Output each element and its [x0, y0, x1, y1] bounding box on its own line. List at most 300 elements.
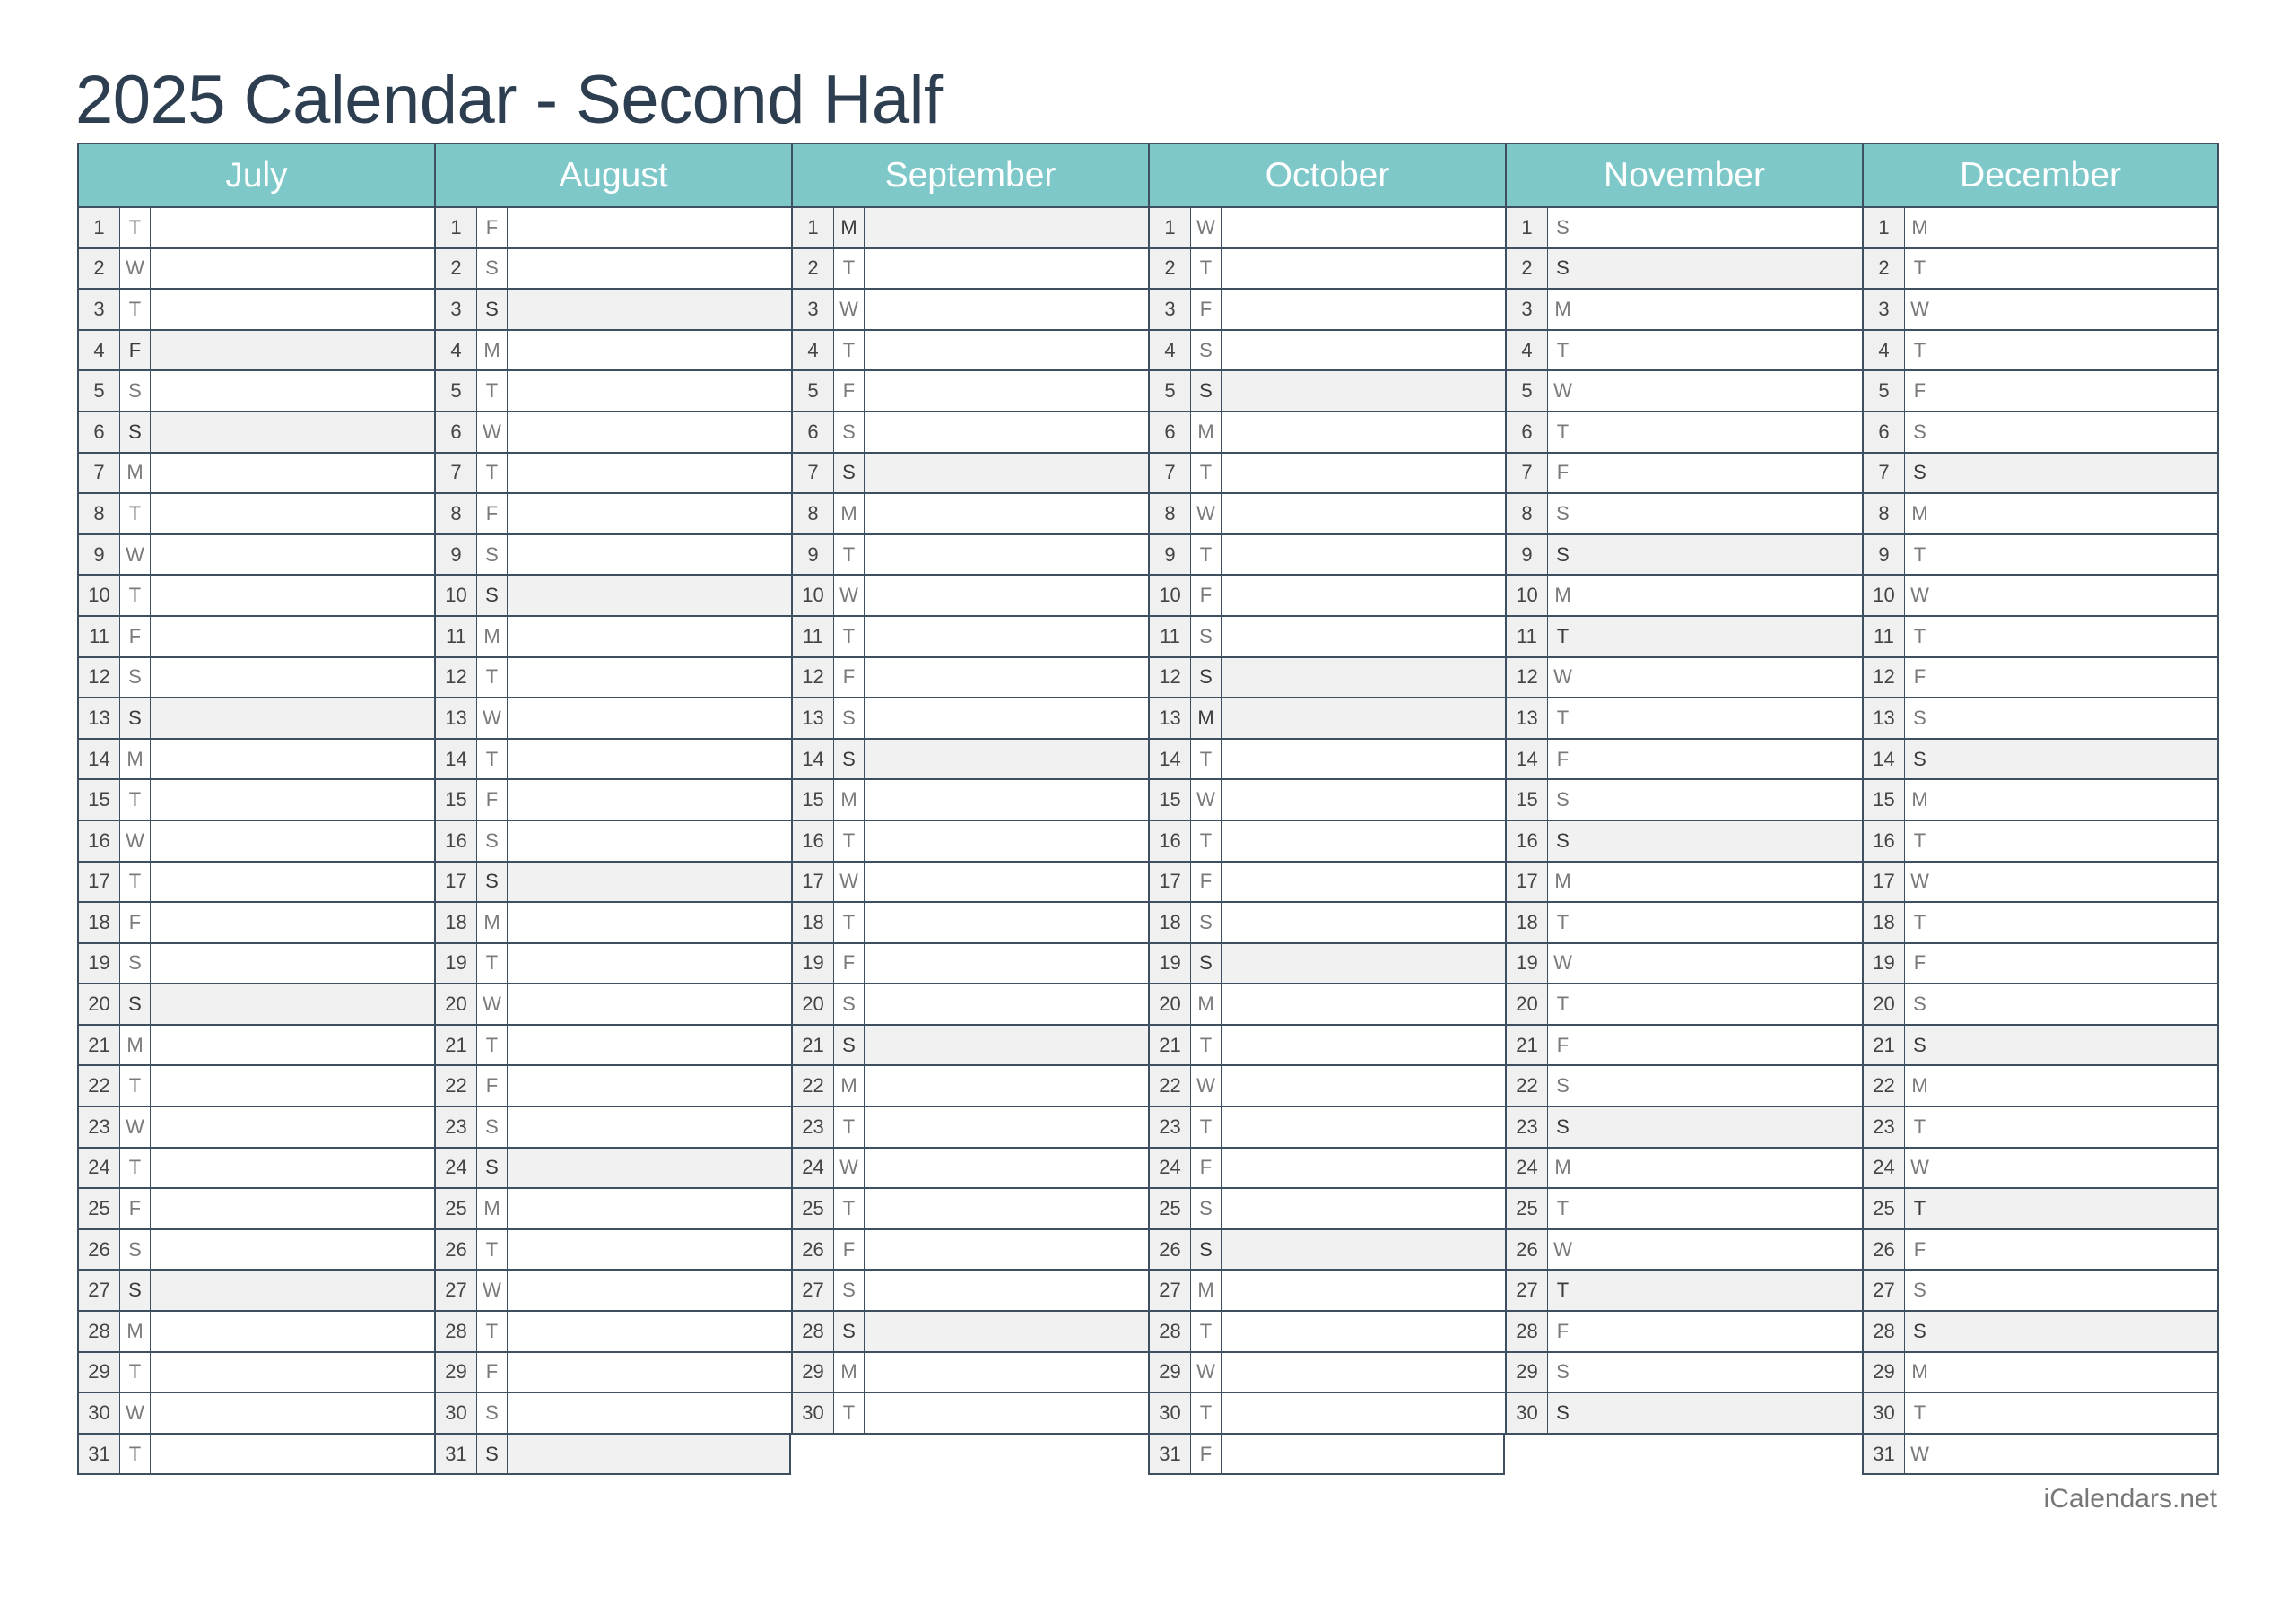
note-cell[interactable] — [1578, 903, 1862, 942]
note-cell[interactable] — [151, 1066, 434, 1106]
weekday-letter: M — [1905, 208, 1935, 247]
note-cell[interactable] — [1222, 658, 1505, 698]
note-cell[interactable] — [151, 1189, 434, 1228]
day-number: 6 — [1148, 412, 1191, 452]
day-row — [1505, 1107, 1862, 1149]
day-row — [791, 1312, 1148, 1353]
note-cell[interactable] — [1578, 617, 1862, 656]
day-number: 4 — [77, 331, 120, 370]
weekday-letter: S — [477, 249, 508, 289]
note-cell[interactable] — [1578, 658, 1862, 698]
day-row — [791, 821, 1148, 863]
note-cell[interactable] — [1222, 331, 1505, 370]
note-cell[interactable] — [508, 863, 791, 902]
weekday-letter: S — [477, 290, 508, 329]
day-row — [1148, 249, 1505, 291]
note-cell[interactable] — [865, 1271, 1148, 1310]
weekday-letter: W — [1548, 944, 1578, 984]
note-cell[interactable] — [1222, 535, 1505, 575]
weekday-letter: F — [1548, 1026, 1578, 1065]
day-number: 28 — [1505, 1312, 1548, 1351]
note-cell[interactable] — [1935, 944, 2219, 984]
day-row — [1862, 576, 2219, 617]
day-number: 16 — [1505, 821, 1548, 861]
day-row — [77, 658, 434, 699]
day-number: 19 — [1862, 944, 1905, 984]
note-cell[interactable] — [865, 290, 1148, 329]
note-cell[interactable] — [1222, 494, 1505, 533]
note-cell[interactable] — [151, 249, 434, 289]
note-cell[interactable] — [1935, 740, 2219, 779]
weekday-letter: T — [477, 658, 508, 698]
note-cell[interactable] — [508, 1393, 791, 1433]
day-number: 7 — [1148, 454, 1191, 493]
weekday-letter: F — [1191, 1435, 1222, 1474]
note-cell[interactable] — [151, 494, 434, 533]
note-cell[interactable] — [508, 1107, 791, 1147]
weekday-letter: T — [1191, 249, 1222, 289]
note-cell[interactable] — [865, 1189, 1148, 1228]
day-number: 4 — [1148, 331, 1191, 370]
weekday-letter: M — [120, 1026, 151, 1065]
weekday-letter: T — [1905, 1189, 1935, 1228]
note-cell[interactable] — [1578, 1312, 1862, 1351]
note-cell[interactable] — [1578, 371, 1862, 411]
note-cell[interactable] — [1578, 249, 1862, 289]
day-row — [434, 984, 791, 1026]
note-cell[interactable] — [151, 208, 434, 247]
month-column-september — [791, 143, 1148, 1475]
note-cell[interactable] — [151, 698, 434, 738]
note-cell[interactable] — [1935, 658, 2219, 698]
day-number: 2 — [1148, 249, 1191, 289]
note-cell[interactable] — [508, 821, 791, 861]
note-cell[interactable] — [1935, 1271, 2219, 1310]
note-cell[interactable] — [1578, 780, 1862, 820]
weekday-letter: T — [120, 1353, 151, 1392]
note-cell[interactable] — [1578, 1353, 1862, 1392]
note-cell[interactable] — [865, 371, 1148, 411]
weekday-letter: T — [120, 208, 151, 247]
note-cell[interactable] — [1222, 249, 1505, 289]
note-cell[interactable] — [1222, 984, 1505, 1024]
note-cell[interactable] — [1222, 1149, 1505, 1188]
note-cell[interactable] — [151, 576, 434, 615]
note-cell[interactable] — [1222, 454, 1505, 493]
day-number: 31 — [1148, 1435, 1191, 1474]
note-cell[interactable] — [1578, 1271, 1862, 1310]
weekday-letter: S — [477, 821, 508, 861]
note-cell[interactable] — [1935, 903, 2219, 942]
day-number: 13 — [1148, 698, 1191, 738]
day-row — [1862, 1149, 2219, 1190]
note-cell[interactable] — [1578, 1149, 1862, 1188]
day-row — [1148, 617, 1505, 658]
weekday-letter: T — [1905, 1107, 1935, 1147]
note-cell[interactable] — [1935, 1149, 2219, 1188]
note-cell[interactable] — [508, 903, 791, 942]
day-row — [77, 944, 434, 985]
note-cell[interactable] — [1935, 290, 2219, 329]
note-cell[interactable] — [508, 740, 791, 779]
note-cell[interactable] — [151, 290, 434, 329]
weekday-letter: M — [120, 454, 151, 493]
day-row — [1862, 1230, 2219, 1271]
day-row — [1148, 984, 1505, 1026]
note-cell[interactable] — [1222, 1435, 1505, 1474]
note-cell[interactable] — [865, 1353, 1148, 1392]
note-cell[interactable] — [865, 454, 1148, 493]
note-cell[interactable] — [865, 698, 1148, 738]
note-cell[interactable] — [865, 984, 1148, 1024]
note-cell[interactable] — [1578, 494, 1862, 533]
note-cell[interactable] — [865, 617, 1148, 656]
note-cell[interactable] — [151, 371, 434, 411]
note-cell[interactable] — [151, 617, 434, 656]
note-cell[interactable] — [1935, 249, 2219, 289]
note-cell[interactable] — [865, 576, 1148, 615]
note-cell[interactable] — [1578, 821, 1862, 861]
weekday-letter: T — [834, 1107, 865, 1147]
note-cell[interactable] — [151, 1353, 434, 1392]
note-cell[interactable] — [1222, 1107, 1505, 1147]
note-cell[interactable] — [1222, 371, 1505, 411]
day-row — [1505, 617, 1862, 658]
note-cell[interactable] — [151, 658, 434, 698]
weekday-letter: S — [477, 863, 508, 902]
note-cell[interactable] — [1935, 576, 2219, 615]
note-cell[interactable] — [865, 780, 1148, 820]
weekday-letter: F — [477, 494, 508, 533]
day-row — [791, 984, 1148, 1026]
day-number: 28 — [434, 1312, 477, 1351]
note-cell[interactable] — [508, 535, 791, 575]
note-cell[interactable] — [1578, 698, 1862, 738]
day-row — [791, 1393, 1148, 1435]
day-row — [1862, 1107, 2219, 1149]
weekday-letter: F — [1905, 658, 1935, 698]
note-cell[interactable] — [1935, 780, 2219, 820]
weekday-letter: T — [477, 454, 508, 493]
day-number: 27 — [434, 1271, 477, 1310]
note-cell[interactable] — [865, 535, 1148, 575]
note-cell[interactable] — [151, 1107, 434, 1147]
day-number: 17 — [1148, 863, 1191, 902]
day-row — [434, 740, 791, 781]
day-number: 12 — [791, 658, 834, 698]
note-cell[interactable] — [1935, 1066, 2219, 1106]
note-cell[interactable] — [1935, 1393, 2219, 1433]
note-cell[interactable] — [1222, 740, 1505, 779]
note-cell[interactable] — [508, 290, 791, 329]
day-number: 16 — [77, 821, 120, 861]
day-row — [1148, 821, 1505, 863]
note-cell[interactable] — [151, 331, 434, 370]
day-number: 18 — [434, 903, 477, 942]
note-cell[interactable] — [508, 208, 791, 247]
note-cell[interactable] — [508, 1149, 791, 1188]
note-cell[interactable] — [1935, 1353, 2219, 1392]
note-cell[interactable] — [1935, 1107, 2219, 1147]
weekday-letter: T — [1905, 903, 1935, 942]
day-number: 31 — [77, 1435, 120, 1474]
note-cell[interactable] — [1578, 1026, 1862, 1065]
weekday-letter: M — [477, 903, 508, 942]
weekday-letter: M — [834, 780, 865, 820]
note-cell[interactable] — [508, 1230, 791, 1270]
note-cell[interactable] — [1935, 412, 2219, 452]
day-number: 18 — [1148, 903, 1191, 942]
weekday-letter: T — [477, 371, 508, 411]
note-cell[interactable] — [151, 1149, 434, 1188]
note-cell[interactable] — [1222, 780, 1505, 820]
note-cell[interactable] — [865, 1312, 1148, 1351]
note-cell[interactable] — [1935, 1435, 2219, 1474]
note-cell[interactable] — [1935, 863, 2219, 902]
note-cell[interactable] — [1578, 208, 1862, 247]
note-cell[interactable] — [1222, 1189, 1505, 1228]
day-row — [77, 412, 434, 454]
weekday-letter: W — [1191, 780, 1222, 820]
note-cell[interactable] — [1578, 454, 1862, 493]
note-cell[interactable] — [1935, 1189, 2219, 1228]
note-cell[interactable] — [151, 821, 434, 861]
weekday-letter: F — [1191, 576, 1222, 615]
day-row — [791, 454, 1148, 495]
day-number: 9 — [77, 535, 120, 575]
note-cell[interactable] — [1578, 1066, 1862, 1106]
note-cell[interactable] — [1935, 821, 2219, 861]
note-cell[interactable] — [865, 863, 1148, 902]
note-cell[interactable] — [1578, 984, 1862, 1024]
note-cell[interactable] — [151, 740, 434, 779]
weekday-letter: T — [120, 1066, 151, 1106]
note-cell[interactable] — [1578, 1393, 1862, 1433]
note-cell[interactable] — [1935, 494, 2219, 533]
day-row — [1505, 984, 1862, 1026]
day-row — [1148, 576, 1505, 617]
note-cell[interactable] — [508, 1026, 791, 1065]
note-cell[interactable] — [151, 984, 434, 1024]
note-cell[interactable] — [508, 1353, 791, 1392]
note-cell[interactable] — [865, 208, 1148, 247]
note-cell[interactable] — [1935, 984, 2219, 1024]
note-cell[interactable] — [1578, 863, 1862, 902]
note-cell[interactable] — [865, 331, 1148, 370]
note-cell[interactable] — [508, 944, 791, 984]
note-cell[interactable] — [151, 1230, 434, 1270]
note-cell[interactable] — [1935, 1312, 2219, 1351]
note-cell[interactable] — [508, 658, 791, 698]
note-cell[interactable] — [865, 1107, 1148, 1147]
note-cell[interactable] — [508, 249, 791, 289]
weekday-letter: S — [1905, 1271, 1935, 1310]
day-number: 5 — [77, 371, 120, 411]
weekday-letter: S — [1191, 903, 1222, 942]
note-cell[interactable] — [1222, 412, 1505, 452]
day-number: 20 — [1505, 984, 1548, 1024]
note-cell[interactable] — [1222, 576, 1505, 615]
weekday-letter: S — [1191, 1189, 1222, 1228]
day-number: 11 — [1505, 617, 1548, 656]
day-row — [77, 535, 434, 577]
note-cell[interactable] — [508, 494, 791, 533]
note-cell[interactable] — [1222, 1271, 1505, 1310]
weekday-letter: W — [1548, 1230, 1578, 1270]
weekday-letter: T — [1548, 617, 1578, 656]
note-cell[interactable] — [151, 1312, 434, 1351]
note-cell[interactable] — [1578, 412, 1862, 452]
note-cell[interactable] — [151, 944, 434, 984]
note-cell[interactable] — [865, 944, 1148, 984]
note-cell[interactable] — [151, 780, 434, 820]
day-number: 13 — [434, 698, 477, 738]
day-row — [1505, 780, 1862, 821]
weekday-letter: W — [1548, 371, 1578, 411]
note-cell[interactable] — [1222, 698, 1505, 738]
day-number: 19 — [77, 944, 120, 984]
day-row — [791, 658, 1148, 699]
note-cell[interactable] — [151, 454, 434, 493]
day-row — [791, 1026, 1148, 1067]
weekday-letter: W — [1191, 1066, 1222, 1106]
note-cell[interactable] — [151, 863, 434, 902]
note-cell[interactable] — [1578, 576, 1862, 615]
note-cell[interactable] — [1935, 208, 2219, 247]
day-number: 4 — [434, 331, 477, 370]
note-cell[interactable] — [1578, 1189, 1862, 1228]
day-row — [1148, 290, 1505, 331]
note-cell[interactable] — [508, 1435, 791, 1474]
note-cell[interactable] — [1222, 863, 1505, 902]
note-cell[interactable] — [1935, 1026, 2219, 1065]
note-cell[interactable] — [508, 617, 791, 656]
note-cell[interactable] — [1578, 740, 1862, 779]
note-cell[interactable] — [1935, 454, 2219, 493]
note-cell[interactable] — [1222, 617, 1505, 656]
note-cell[interactable] — [508, 698, 791, 738]
note-cell[interactable] — [151, 535, 434, 575]
note-cell[interactable] — [508, 576, 791, 615]
note-cell[interactable] — [1222, 1026, 1505, 1065]
note-cell[interactable] — [1935, 698, 2219, 738]
note-cell[interactable] — [508, 412, 791, 452]
note-cell[interactable] — [1935, 371, 2219, 411]
day-number: 16 — [1148, 821, 1191, 861]
day-row — [434, 494, 791, 535]
note-cell[interactable] — [508, 1189, 791, 1228]
note-cell[interactable] — [508, 454, 791, 493]
day-row — [434, 1189, 791, 1230]
note-cell[interactable] — [151, 1393, 434, 1433]
note-cell[interactable] — [151, 412, 434, 452]
note-cell[interactable] — [1222, 208, 1505, 247]
weekday-letter: M — [1548, 1149, 1578, 1188]
note-cell[interactable] — [1578, 535, 1862, 575]
day-row — [77, 984, 434, 1026]
note-cell[interactable] — [508, 331, 791, 370]
note-cell[interactable] — [508, 780, 791, 820]
note-cell[interactable] — [865, 1149, 1148, 1188]
note-cell[interactable] — [865, 249, 1148, 289]
note-cell[interactable] — [508, 1066, 791, 1106]
note-cell[interactable] — [1222, 1230, 1505, 1270]
note-cell[interactable] — [1935, 617, 2219, 656]
weekday-letter: T — [1191, 1312, 1222, 1351]
note-cell[interactable] — [865, 740, 1148, 779]
note-cell[interactable] — [1222, 821, 1505, 861]
note-cell[interactable] — [1578, 1230, 1862, 1270]
note-cell[interactable] — [508, 1271, 791, 1310]
note-cell[interactable] — [865, 1393, 1148, 1433]
note-cell[interactable] — [865, 1066, 1148, 1106]
day-number: 10 — [1862, 576, 1905, 615]
note-cell[interactable] — [151, 1271, 434, 1310]
weekday-letter: S — [120, 412, 151, 452]
note-cell[interactable] — [1222, 1393, 1505, 1433]
note-cell[interactable] — [151, 903, 434, 942]
note-cell[interactable] — [508, 984, 791, 1024]
weekday-letter: F — [1548, 740, 1578, 779]
note-cell[interactable] — [1222, 290, 1505, 329]
day-row — [1505, 535, 1862, 577]
day-number: 15 — [1148, 780, 1191, 820]
note-cell[interactable] — [1935, 535, 2219, 575]
day-number: 22 — [434, 1066, 477, 1106]
note-cell[interactable] — [865, 658, 1148, 698]
note-cell[interactable] — [151, 1026, 434, 1065]
note-cell[interactable] — [1578, 290, 1862, 329]
note-cell[interactable] — [1578, 1107, 1862, 1147]
note-cell[interactable] — [1935, 331, 2219, 370]
day-number: 3 — [791, 290, 834, 329]
weekday-letter: W — [1905, 1435, 1935, 1474]
note-cell[interactable] — [1222, 1066, 1505, 1106]
note-cell[interactable] — [1578, 331, 1862, 370]
note-cell[interactable] — [151, 1435, 434, 1474]
weekday-letter: S — [1905, 740, 1935, 779]
note-cell[interactable] — [865, 821, 1148, 861]
note-cell[interactable] — [865, 1230, 1148, 1270]
note-cell[interactable] — [1222, 1353, 1505, 1392]
day-row — [791, 1107, 1148, 1149]
note-cell[interactable] — [1222, 944, 1505, 984]
note-cell[interactable] — [508, 1312, 791, 1351]
day-number: 27 — [1505, 1271, 1548, 1310]
note-cell[interactable] — [1935, 1230, 2219, 1270]
day-number: 8 — [1862, 494, 1905, 533]
footer-brand: iCalendars.net — [2043, 1484, 2217, 1514]
note-cell[interactable] — [1222, 1312, 1505, 1351]
weekday-letter: S — [120, 1271, 151, 1310]
note-cell[interactable] — [1578, 944, 1862, 984]
weekday-letter: T — [1548, 698, 1578, 738]
day-row — [1505, 903, 1862, 944]
note-cell[interactable] — [1222, 903, 1505, 942]
day-number: 19 — [791, 944, 834, 984]
note-cell[interactable] — [865, 494, 1148, 533]
note-cell[interactable] — [508, 371, 791, 411]
day-row — [434, 371, 791, 412]
day-number: 11 — [791, 617, 834, 656]
note-cell[interactable] — [865, 1026, 1148, 1065]
day-number: 28 — [77, 1312, 120, 1351]
day-row — [1505, 371, 1862, 412]
note-cell[interactable] — [865, 412, 1148, 452]
note-cell[interactable] — [865, 903, 1148, 942]
day-row — [1148, 1271, 1505, 1312]
day-number: 7 — [1505, 454, 1548, 493]
